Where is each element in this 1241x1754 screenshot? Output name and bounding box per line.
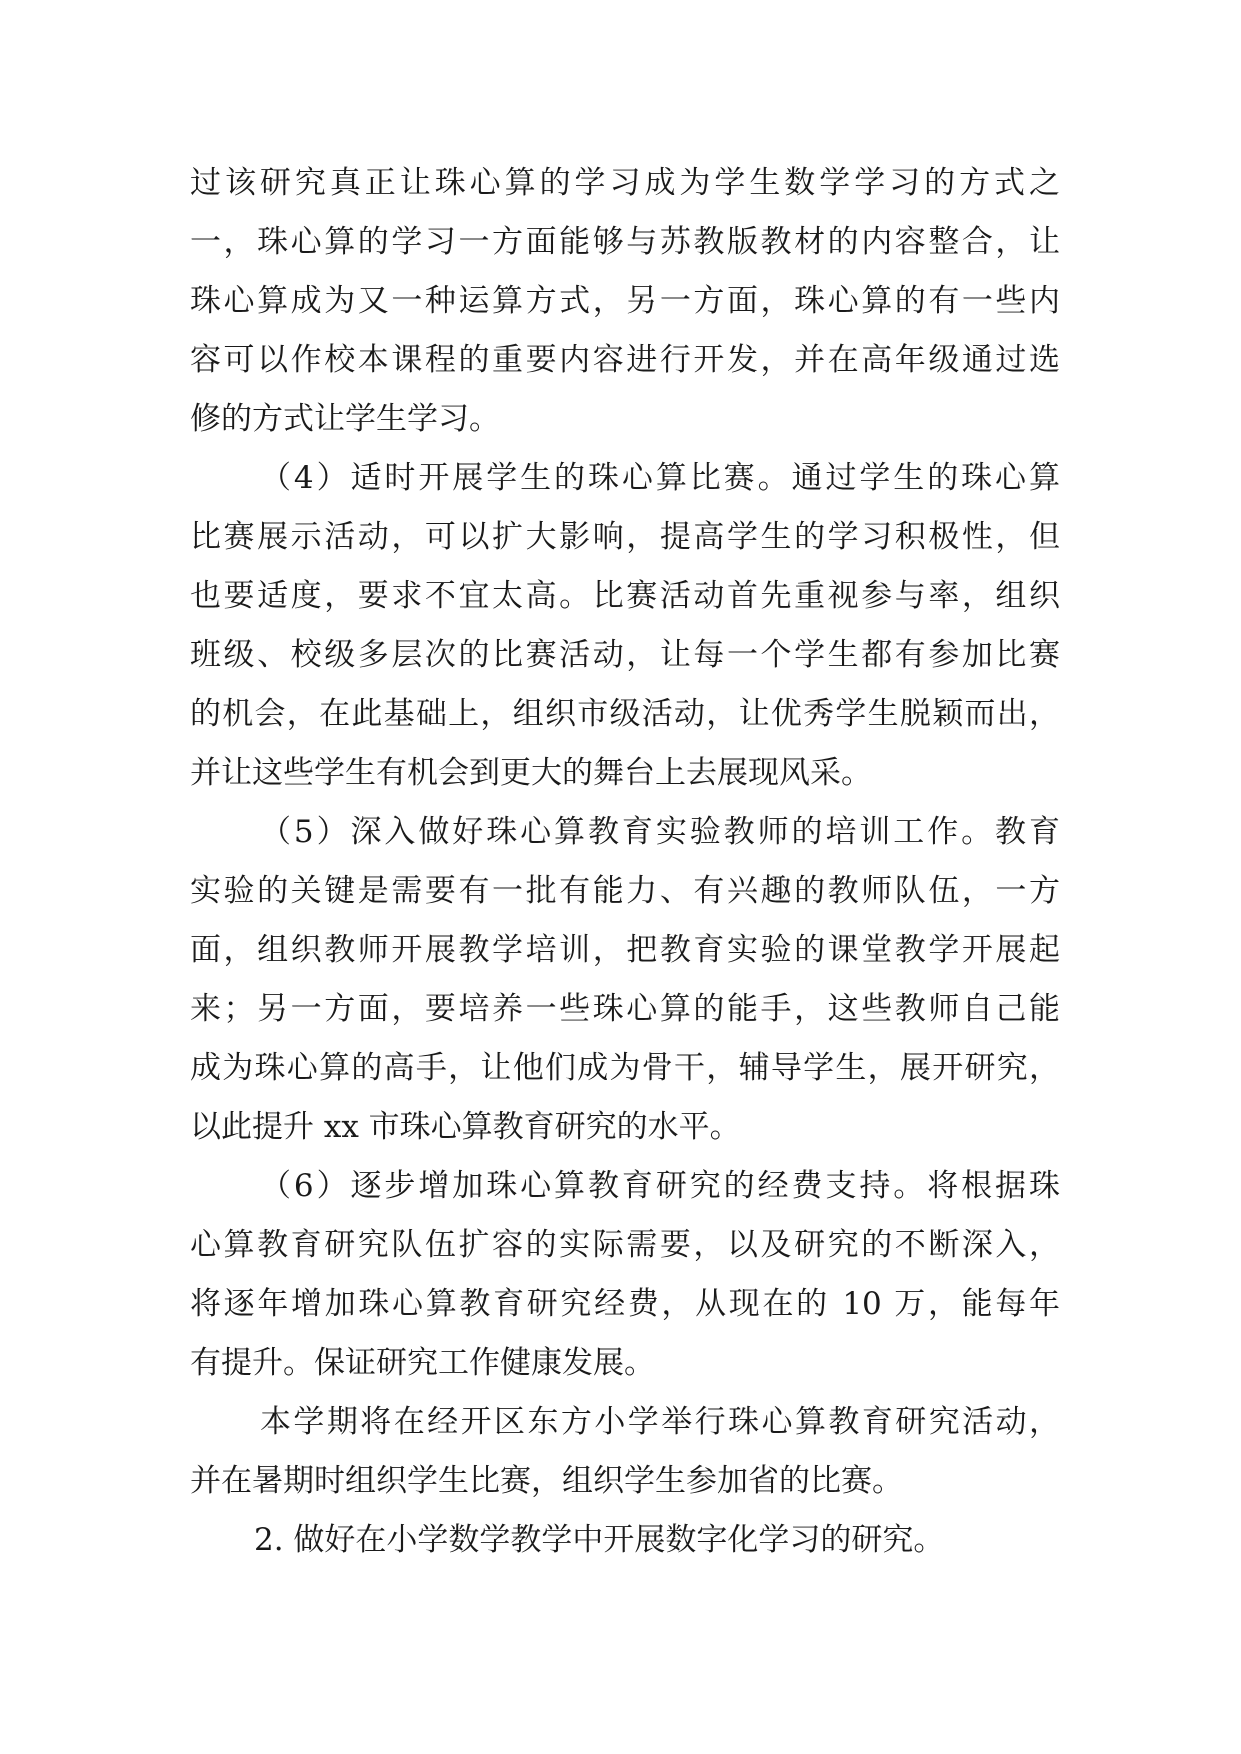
- text-line: 一，珠心算的学习一方面能够与苏教版教材的内容整合，让: [190, 224, 1060, 260]
- paragraph-start-line: 本学期将在经开区东方小学举行珠心算教育研究活动，: [260, 1404, 1060, 1440]
- text-line: 以此提升 xx 市珠心算教育研究的水平。: [190, 1109, 741, 1145]
- text-line: 也要适度，要求不宜太高。比赛活动首先重视参与率，组织: [190, 578, 1060, 614]
- text-line: 实验的关键是需要有一批有能力、有兴趣的教师队伍，一方: [190, 873, 1060, 909]
- text-line: 心算教育研究队伍扩容的实际需要，以及研究的不断深入，: [190, 1227, 1060, 1263]
- text-line: 过该研究真正让珠心算的学习成为学生数学学习的方式之: [190, 165, 1060, 201]
- paragraph-start-line: （6）逐步增加珠心算教育研究的经费支持。将根据珠: [260, 1168, 1060, 1204]
- text-line: 有提升。保证研究工作健康发展。: [190, 1345, 655, 1381]
- text-line: 珠心算成为又一种运算方式，另一方面，珠心算的有一些内: [190, 283, 1060, 319]
- text-line: 面，组织教师开展教学培训，把教育实验的课堂教学开展起: [190, 932, 1060, 968]
- paragraph-start-line: （5）深入做好珠心算教育实验教师的培训工作。教育: [260, 814, 1060, 850]
- section-heading-line: 2. 做好在小学数学教学中开展数字化学习的研究。: [254, 1522, 945, 1558]
- text-line: 比赛展示活动，可以扩大影响，提高学生的学习积极性，但: [190, 519, 1060, 555]
- paragraph-start-line: （4）适时开展学生的珠心算比赛。通过学生的珠心算: [260, 460, 1060, 496]
- text-line: 班级、校级多层次的比赛活动，让每一个学生都有参加比赛: [190, 637, 1060, 673]
- text-line: 来；另一方面，要培养一些珠心算的能手，这些教师自己能: [190, 991, 1060, 1027]
- text-line: 修的方式让学生学习。: [190, 401, 500, 437]
- text-line: 并让这些学生有机会到更大的舞台上去展现风采。: [190, 755, 872, 791]
- text-line: 并在暑期时组织学生比赛，组织学生参加省的比赛。: [190, 1463, 903, 1499]
- text-line: 的机会，在此基础上，组织市级活动，让优秀学生脱颖而出，: [190, 696, 1060, 732]
- text-line: 成为珠心算的高手，让他们成为骨干，辅导学生，展开研究，: [190, 1050, 1060, 1086]
- text-line: 容可以作校本课程的重要内容进行开发，并在高年级通过选: [190, 342, 1060, 378]
- text-line: 将逐年增加珠心算教育研究经费，从现在的 10 万，能每年: [190, 1286, 1060, 1322]
